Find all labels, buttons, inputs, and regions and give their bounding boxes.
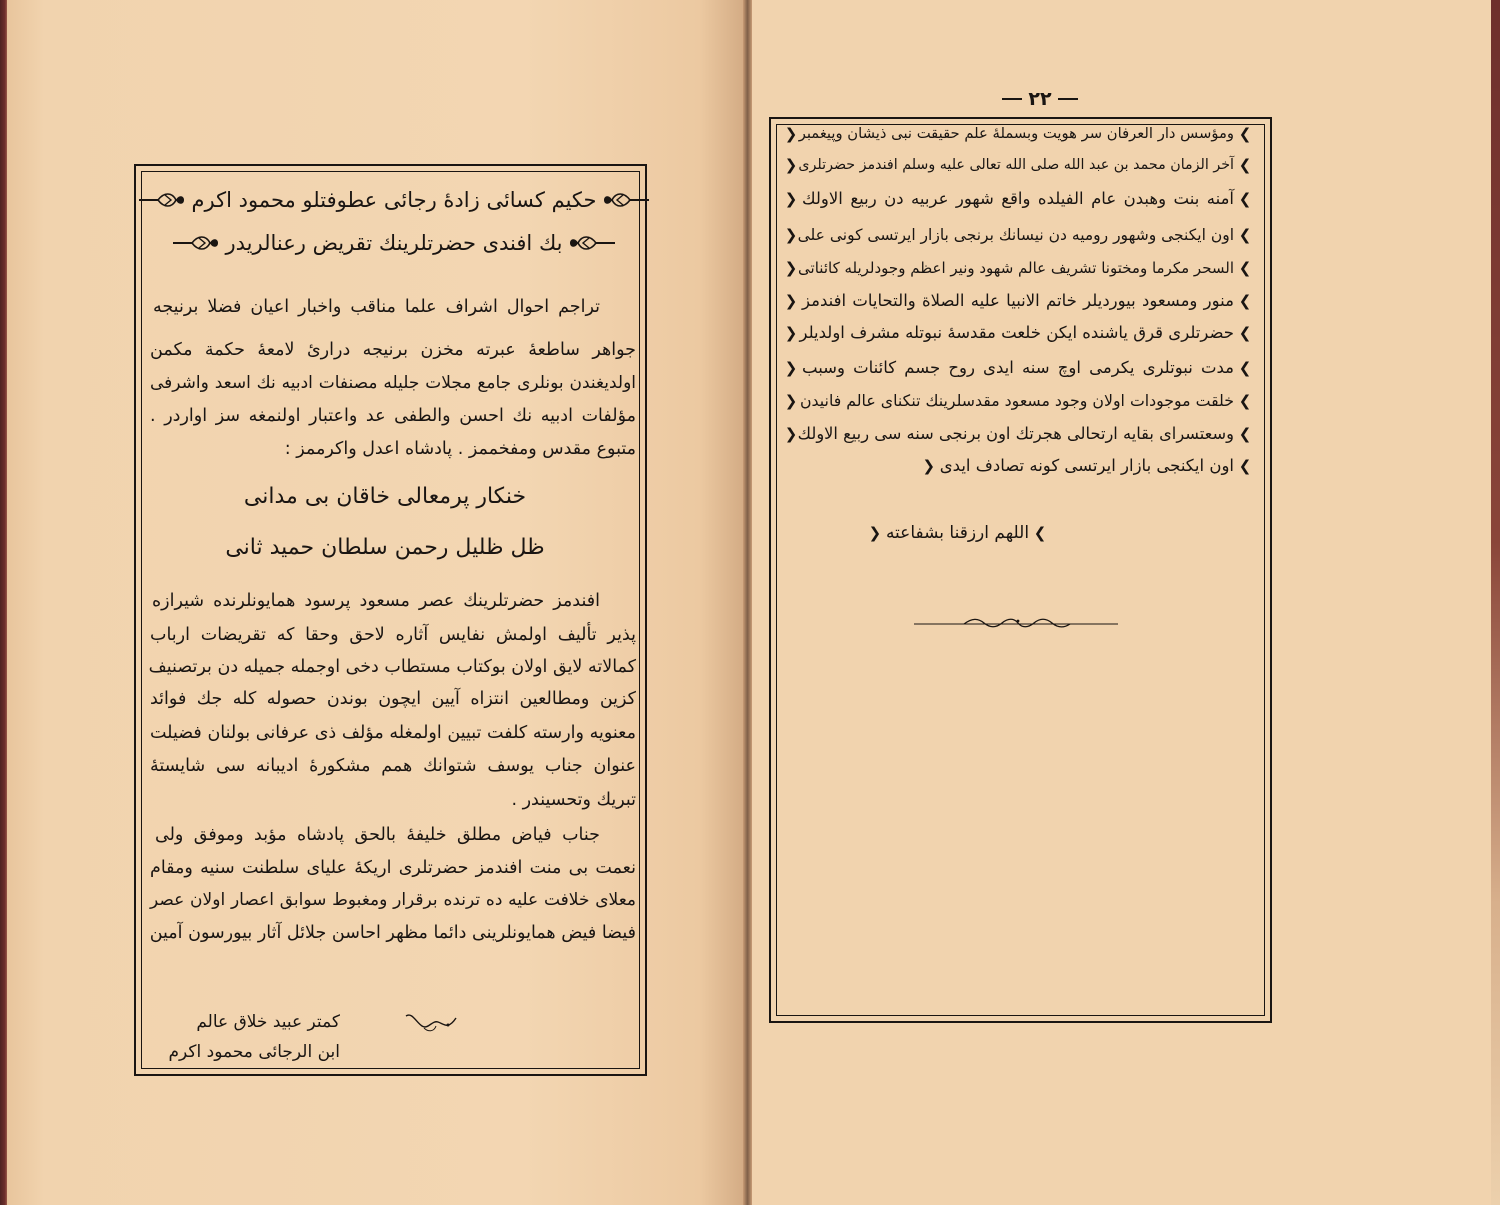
heading-text: بك افندی حضرتلرینك تقریض رعنالریدر (225, 231, 563, 255)
fleuron-icon (138, 191, 186, 209)
ornate-bracket-icon (783, 421, 799, 447)
text-line (783, 355, 1253, 381)
squiggle-ornament-icon (404, 1008, 458, 1034)
line-text: آمنه بنت وهبدن عام الفیلده واقع شهور عربیه دن ربیع الاولك (802, 189, 1234, 208)
ornate-bracket-icon (1237, 121, 1253, 147)
ornate-bracket-icon (783, 186, 799, 212)
flourish-rule-icon (912, 615, 1124, 631)
line-text: آخر الزمان محمد بن عبد الله صلی الله تعالی علیه وسلم افندمز حضرتلری (798, 157, 1234, 173)
book-spine (743, 0, 752, 1205)
text-line (783, 320, 1253, 346)
paragraph-line: نعمت بی منت افندمز حضرتلری اریکۀ علیای سلطنت سنیه ومقام (150, 858, 636, 878)
paragraph-line: معلای خلافت علیه ده ترنده برقرار ومغبوط سوابق اعصار اولان عصر (150, 890, 636, 910)
paragraph-line: پذیر تألیف اولمش نفایس آثاره لاحق وحقا که تقریضات ارباب (150, 625, 636, 645)
prayer-text: اللهم ارزقنا بشفاعته (885, 523, 1030, 543)
line-text: مدت نبوتلری یکرمی اوچ سنه ایدی روح جسم کائنات وسبب (802, 358, 1234, 377)
line-text: اون ایکنجی وشهور رومیه دن نیسانك برنجی بازار ایرتسی کونی علی (797, 226, 1234, 244)
ornate-bracket-icon (783, 222, 799, 248)
paragraph-line: جواهر ساطعۀ عبرته مخزن برنیجه درارئ لامعۀ حکمة مکمن (150, 340, 636, 360)
paragraph-line: افندمز حضرتلرینك عصر مسعود پرسود همایونلرنده شیرازه (152, 591, 600, 611)
ornate-bracket-icon (1237, 152, 1253, 178)
ornate-bracket-icon (783, 320, 799, 346)
fleuron-icon (602, 191, 650, 209)
page-number-value: ۲۲ (1028, 88, 1052, 110)
signature-line: کمتر عبید خلاق عالم (196, 1012, 340, 1032)
page-number-dash (1002, 98, 1022, 100)
text-line (783, 288, 1253, 314)
text-line (783, 453, 1253, 479)
ornate-bracket-icon (1237, 186, 1253, 212)
text-line (783, 255, 1253, 281)
paragraph-line: مؤلفات ادبیه نك احسن والطفی عد واعتبار اولنمغه سز اواردر . (150, 406, 636, 426)
text-line (783, 388, 1253, 414)
text-line (783, 421, 1253, 447)
paragraph-line: کمالاته لایق اولان بوکتاب مستطاب دخی اوجمله جمیله دن برتصنیف (148, 657, 636, 677)
ornate-bracket-icon (1032, 520, 1048, 546)
ornate-bracket-icon (1237, 421, 1253, 447)
line-text: ومؤسس دار العرفان سر هویت وبسملۀ علم حقیقت نبی ذیشان وپیغمبر (798, 125, 1234, 142)
signature-line: ابن الرجائی محمود اکرم (168, 1042, 340, 1062)
ornate-bracket-icon (1237, 255, 1253, 281)
ornate-bracket-icon (1237, 222, 1253, 248)
paragraph-line: تبریك وتحسیندر . (511, 790, 636, 810)
ornate-bracket-icon (1237, 288, 1253, 314)
paragraph-line: فیضا فیض همایونلرینی دائما مظهر احاسن جلائل آثار بیورسون آمین (149, 923, 636, 943)
paragraph-line: متبوع مقدس ومفخممز . پادشاه اعدل واکرممز : (284, 439, 636, 459)
page-number-dash (1058, 98, 1078, 100)
fleuron-icon (172, 234, 220, 252)
cover-edge-right (1491, 0, 1500, 1205)
text-line (783, 186, 1253, 212)
ornate-bracket-icon (783, 388, 799, 414)
line-text: منور ومسعود بیوردیلر خاتم الانبیا علیه الصلاة والتحایات افندمز (802, 291, 1234, 310)
prayer-line (860, 518, 1055, 548)
ornate-bracket-icon (1237, 453, 1253, 479)
cover-edge-left (0, 0, 7, 1205)
ornate-bracket-icon (1237, 355, 1253, 381)
ornate-bracket-icon (921, 453, 937, 479)
line-text: اون ایکنجی بازار ایرتسی کونه تصادف ایدی (939, 456, 1234, 475)
paragraph-line: کزین ومطالعین انتزاه آیین ایچون بوندن حصوله کله جك فوائد (150, 689, 636, 709)
heading-text: حکیم کسائی زادۀ رجائی عطوفتلو محمود اکرم (191, 188, 597, 212)
ornate-bracket-icon (867, 520, 883, 546)
line-text: السحر مکرما ومختونا تشریف عالم شهود ونیر اعظم وجودلریله کائناتی (798, 259, 1234, 277)
paragraph-line: معنویه وارسته کلفت تبیین اولمغله مؤلف ذی عرفانی بولنان فضیلت (150, 723, 636, 743)
ornate-bracket-icon (783, 355, 799, 381)
paragraph-line: جناب فیاض مطلق خلیفۀ بالحق پادشاه مؤبد وموفق ولی (155, 825, 600, 845)
ornate-bracket-icon (1237, 320, 1253, 346)
page-number (990, 86, 1090, 112)
line-text: وسعتسرای بقایه ارتحالی هجرتك اون برنجی سنه سی ربیع الاولك (797, 424, 1234, 443)
verse-line: ظل ظلیل رحمن سلطان حمید ثانی (225, 535, 545, 560)
heading-line-1 (150, 182, 638, 218)
line-text: خلقت موجودات اولان وجود مسعود مقدسلرینك تنکنای عالم فانیدن (799, 391, 1234, 410)
paragraph-line: تراجم احوال اشراف علما مناقب واخبار اعیان فضلا برنیجه (153, 297, 600, 317)
line-text: حضرتلری قرق یاشنده ایکن خلعت مقدسۀ نبوتله مشرف اولدیلر (799, 323, 1234, 342)
text-line (783, 152, 1253, 178)
ornate-bracket-icon (1237, 388, 1253, 414)
paragraph-line: اولدیغندن بونلری جامع مجلات جلیله مصنفات ادبیه نك اسعد واشرفی (150, 373, 636, 393)
fleuron-icon (568, 234, 616, 252)
paragraph-line: عنوان جناب یوسف شتوانك همم مشکورۀ ادیبانه سی شایستۀ (150, 756, 636, 776)
text-line (783, 121, 1253, 147)
ornate-bracket-icon (783, 288, 799, 314)
ornate-bracket-icon (783, 121, 799, 147)
ornate-bracket-icon (783, 255, 799, 281)
heading-line-2 (150, 225, 638, 261)
verse-line: خنکار پرمعالی خاقان بی مدانی (243, 484, 527, 509)
text-line (783, 222, 1253, 248)
ornate-bracket-icon (783, 152, 799, 178)
